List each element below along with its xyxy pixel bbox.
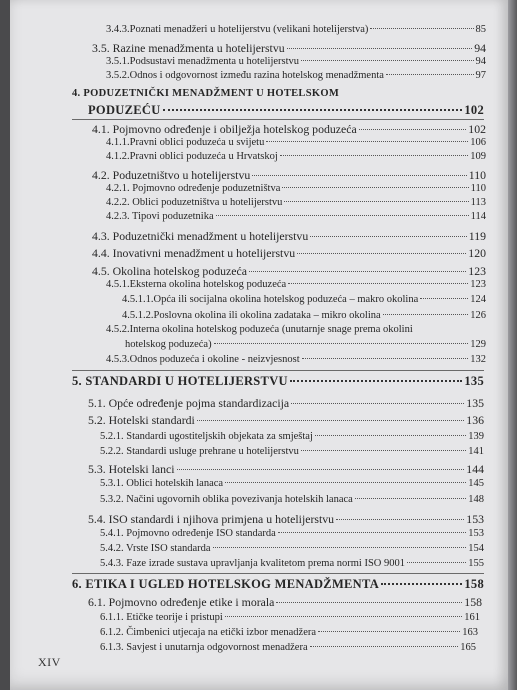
toc-entry-title: hotelskog poduzeća)	[125, 339, 212, 350]
dot-leader	[214, 343, 469, 344]
book-edge	[508, 0, 517, 690]
toc-entry-page: 136	[466, 413, 484, 427]
toc-entry-page: 163	[462, 627, 478, 638]
toc-entry-title: 3.5.2.Odnos i odgovornost između razina hotelskog menadžmenta	[106, 70, 384, 81]
toc-entry	[100, 494, 484, 505]
toc-entry	[100, 446, 484, 457]
toc-entry-title: 5.2.2. Standardi usluge prehrane u hotelijerstvu	[100, 446, 299, 457]
toc-entry-page: 124	[470, 294, 486, 305]
toc-entry	[100, 478, 484, 489]
toc-entry-page: 102	[464, 103, 484, 117]
toc-entry-page: 153	[468, 528, 484, 539]
toc-entry-title: 4.5. Okolina hotelskog poduzeća	[92, 264, 247, 278]
toc-entry-title: 6.1.3. Savjest i unutarnja odgovornost menadžera	[100, 642, 308, 653]
toc-entry	[106, 211, 486, 222]
toc-entry	[100, 627, 478, 638]
toc-entry-title: 6. ETIKA I UGLED HOTELSKOG MENADŽMENTA	[72, 577, 380, 591]
dot-leader	[225, 482, 466, 483]
toc-entry	[106, 24, 486, 35]
toc-entry-page: 153	[466, 512, 484, 526]
toc-entry	[106, 354, 486, 365]
toc-entry-title: 6.1.2. Čimbenici utjecaja na etički izbor menadžera	[100, 627, 317, 638]
toc-entry	[92, 246, 486, 261]
toc-entry-title: 5.3.1. Oblici hotelskih lanaca	[100, 478, 224, 489]
toc-entry-title: 3.5. Razine menadžmenta u hotelijerstvu	[92, 41, 285, 55]
toc-entry-page: 102	[468, 122, 486, 136]
dot-leader	[216, 215, 469, 216]
chapter-heading	[72, 577, 484, 592]
separator-line	[72, 370, 484, 371]
dot-leader	[310, 646, 459, 647]
toc-entry	[106, 56, 486, 67]
toc-entry	[106, 151, 486, 162]
toc-entry-page: 155	[468, 558, 484, 569]
toc-entry-title: 6.1. Pojmovno određenje etike i morala	[88, 595, 275, 609]
toc-entry-page: 119	[468, 229, 486, 243]
separator-line	[72, 573, 484, 574]
chapter-heading	[88, 103, 484, 118]
dot-leader	[336, 519, 464, 520]
toc-entry-title: 5.4. ISO standardi i njihova primjena u hotelijerstvu	[88, 512, 335, 526]
toc-entry-page: 132	[470, 354, 486, 365]
toc-entry-page: 161	[464, 612, 480, 623]
dot-leader	[197, 420, 464, 421]
toc-entry-title: 4.2.1. Pojmovno određenje poduzetništva	[106, 183, 281, 194]
chapter-heading: 4. PODUZETNIČKI MENADŽMENT U HOTELSKOM	[72, 88, 340, 99]
toc-entry	[122, 310, 486, 321]
toc-entry-page: 114	[470, 211, 486, 222]
toc-entry	[106, 137, 486, 148]
toc-entry-title: 3.5.1.Podsustavi menadžmenta u hotelijerstvu	[106, 56, 300, 67]
toc-entry-page: 135	[466, 396, 484, 410]
dot-leader	[355, 498, 466, 499]
dot-leader	[266, 141, 468, 142]
toc-entry-page: 154	[468, 543, 484, 554]
dot-leader	[249, 271, 466, 272]
toc-entry-page: 123	[468, 264, 486, 278]
toc-entry	[106, 183, 486, 194]
dot-leader	[280, 155, 468, 156]
dot-leader	[301, 60, 473, 61]
toc-entry-page: 129	[470, 339, 486, 350]
dot-leader	[297, 253, 466, 254]
dot-leader	[302, 358, 469, 359]
page-number-roman: XIV	[38, 655, 61, 669]
toc-entry	[106, 197, 486, 208]
toc-entry	[92, 264, 486, 279]
toc-entry-title: 4.1.2.Pravni oblici poduzeća u Hrvatskoj	[106, 151, 278, 162]
toc-entry-title: 5.2. Hotelski standardi	[88, 413, 195, 427]
toc-entry	[92, 122, 486, 137]
dot-leader	[278, 532, 466, 533]
toc-entry-title: 6.1.1. Etičke teorije i pristupi	[100, 612, 223, 623]
dot-leader	[301, 450, 466, 451]
toc-entry	[92, 41, 486, 56]
dot-leader	[177, 469, 465, 470]
dot-leader	[288, 283, 468, 284]
toc-entry-page: 141	[468, 446, 484, 457]
toc-entry-title: 4.5.1.Eksterna okolina hotelskog poduzeća	[106, 279, 287, 290]
chapter-heading	[72, 374, 484, 389]
toc-entry	[125, 339, 486, 350]
dot-leader	[318, 631, 460, 632]
toc-entry-page: 85	[475, 24, 486, 35]
toc-entry-title: 4.2.2. Oblici poduzetništva u hotelijerstvu	[106, 197, 283, 208]
dot-leader	[420, 298, 468, 299]
dot-leader	[290, 380, 462, 382]
dot-leader	[213, 547, 467, 548]
toc-entry	[122, 294, 486, 305]
toc-entry-title: 4.4. Inovativni menadžment u hotelijerstvu	[92, 246, 296, 260]
toc-entry-title: 3.4.3.Poznati menadžeri u hotelijerstvu (velikani hotelijerstva)	[106, 24, 369, 35]
toc-entry	[88, 512, 484, 527]
toc-entry-page: 165	[460, 642, 476, 653]
toc-entry-page: 158	[464, 595, 482, 609]
toc-entry-title: 4.1.1.Pravni oblici poduzeća u svijetu	[106, 137, 265, 148]
toc-entry-page: 110	[468, 168, 486, 182]
toc-entry-page: 106	[470, 137, 486, 148]
toc-entry	[88, 595, 482, 610]
dot-leader	[407, 562, 466, 563]
toc-entry	[106, 279, 486, 290]
toc-entry-title: 4.2. Poduzetništvo u hotelijerstvu	[92, 168, 251, 182]
dot-leader	[287, 48, 473, 49]
toc-entry	[100, 642, 476, 653]
toc-entry	[88, 396, 484, 411]
toc-entry-page: 148	[468, 494, 484, 505]
toc-entry-title: PODUZEĆU	[88, 103, 161, 117]
toc-entry-title: 4.5.3.Odnos poduzeća i okoline - neizvjesnost	[106, 354, 300, 365]
toc-entry	[92, 229, 486, 244]
toc-entry-title: 5.3.2. Načini ugovornih oblika povezivanja hotelskih lanaca	[100, 494, 353, 505]
toc-entry-title: 5.4.3. Faze izrade sustava upravljanja kvalitetom prema normi ISO 9001	[100, 558, 405, 569]
toc-entry-page: 158	[464, 577, 484, 591]
toc-entry-title: 5.4.1. Pojmovno određenje ISO standarda	[100, 528, 276, 539]
toc-entry-title: 4.2.3. Tipovi poduzetnika	[106, 211, 214, 222]
dot-leader	[315, 435, 466, 436]
toc-entry	[106, 70, 486, 81]
toc-entry-page: 123	[470, 279, 486, 290]
dot-leader	[291, 403, 464, 404]
dot-leader	[284, 201, 468, 202]
toc-entry-page: 139	[468, 431, 484, 442]
book-page	[10, 0, 508, 690]
toc-entry-title: 5.3. Hotelski lanci	[88, 462, 175, 476]
toc-entry-page: 94	[474, 41, 486, 55]
dot-leader	[386, 74, 474, 75]
toc-entry-title: 4.5.1.2.Poslovna okolina ili okolina zadataka – mikro okolina	[122, 310, 381, 321]
toc-entry	[100, 558, 484, 569]
toc-entry-title: 5.4.2. Vrste ISO standarda	[100, 543, 211, 554]
dot-leader	[359, 129, 467, 130]
toc-entry-title: 5. STANDARDI U HOTELIJERSTVU	[72, 374, 288, 388]
toc-entry-page: 113	[470, 197, 486, 208]
toc-entry-page: 94	[475, 56, 486, 67]
toc-entry-title: 4.1. Pojmovno određenje i obilježja hotelskog poduzeća	[92, 122, 357, 136]
separator-line	[72, 119, 484, 120]
toc-entry	[100, 543, 484, 554]
dot-leader	[163, 109, 463, 111]
toc-entry-page: 126	[470, 310, 486, 321]
toc-entry-page: 144	[466, 462, 484, 476]
toc-entry-title: 5.2.1. Standardi ugostiteljskih objekata za smještaj	[100, 431, 313, 442]
dot-leader	[252, 175, 466, 176]
dot-leader	[282, 187, 468, 188]
toc-entry	[100, 528, 484, 539]
toc-entry-page: 135	[464, 374, 484, 388]
toc-entry-page: 109	[470, 151, 486, 162]
toc-entry-title: 4.3. Poduzetnički menadžment u hotelijerstvu	[92, 229, 309, 243]
toc-entry	[92, 168, 486, 183]
dot-leader	[225, 616, 462, 617]
toc-entry-title: 4.5.1.1.Opća ili socijalna okolina hotelskog poduzeća – makro okolina	[122, 294, 419, 305]
toc-entry-title: 5.1. Opće određenje pojma standardizacija	[88, 396, 290, 410]
toc-entry-page: 145	[468, 478, 484, 489]
dot-leader	[383, 314, 469, 315]
toc-entry-page: 120	[468, 246, 486, 260]
dot-leader	[310, 236, 467, 237]
toc-entry-page: 110	[470, 183, 486, 194]
dot-leader	[381, 583, 462, 585]
toc-entry	[100, 612, 480, 623]
dot-leader	[370, 28, 473, 29]
toc-entry	[88, 413, 484, 428]
toc-entry	[88, 462, 484, 477]
toc-entry-title: 4.5.2.Interna okolina hotelskog poduzeća (unutarnje snage prema okolini	[106, 324, 413, 335]
dot-leader	[276, 602, 462, 603]
toc-entry-page: 97	[475, 70, 486, 81]
toc-entry	[100, 431, 484, 442]
